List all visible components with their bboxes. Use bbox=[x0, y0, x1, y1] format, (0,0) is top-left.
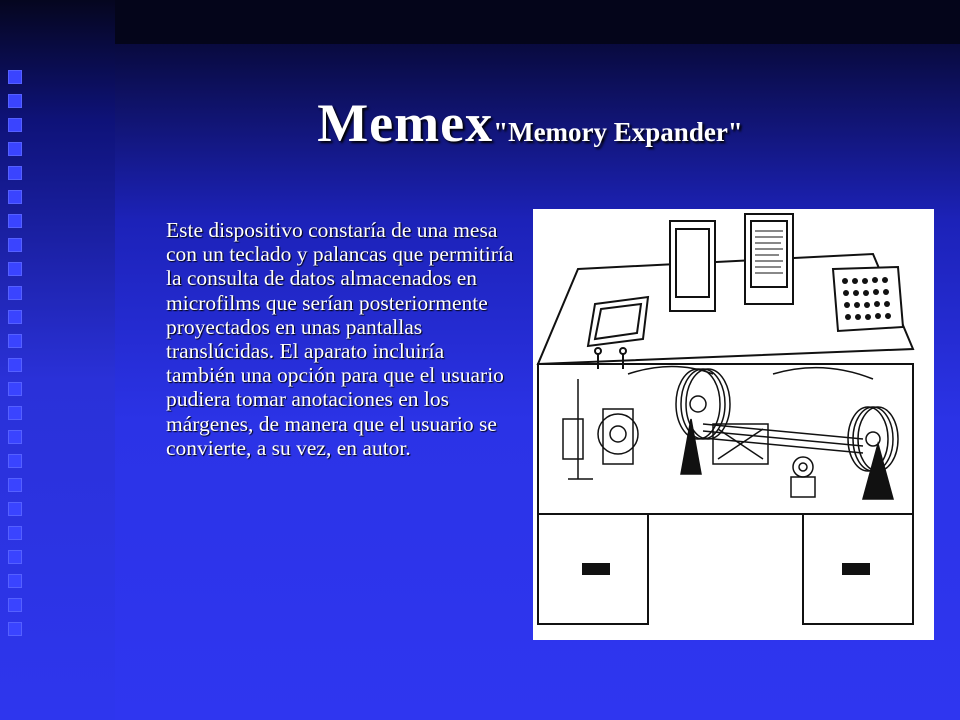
body-paragraph: Este dispositivo constaría de una mesa con un teclado y palancas que permitiría la consulta de datos almacenados en microfilms que serían posteriormente proyectados en unas pantallas translúcidas. El aparato incluiría también una opción para que el usuario pudiera tomar anotaciones en los márgenes, de manera que el usuario se convierte, a su vez, en autor. bbox=[166, 218, 514, 460]
decorative-squares bbox=[8, 70, 24, 646]
left-decorative-strip bbox=[0, 0, 115, 720]
top-dark-band bbox=[0, 0, 960, 44]
memex-desk-illustration bbox=[533, 209, 934, 640]
slide-title bbox=[150, 92, 910, 154]
title-main: Memex bbox=[317, 93, 494, 153]
title-subtitle: "Memory Expander" bbox=[493, 117, 743, 147]
